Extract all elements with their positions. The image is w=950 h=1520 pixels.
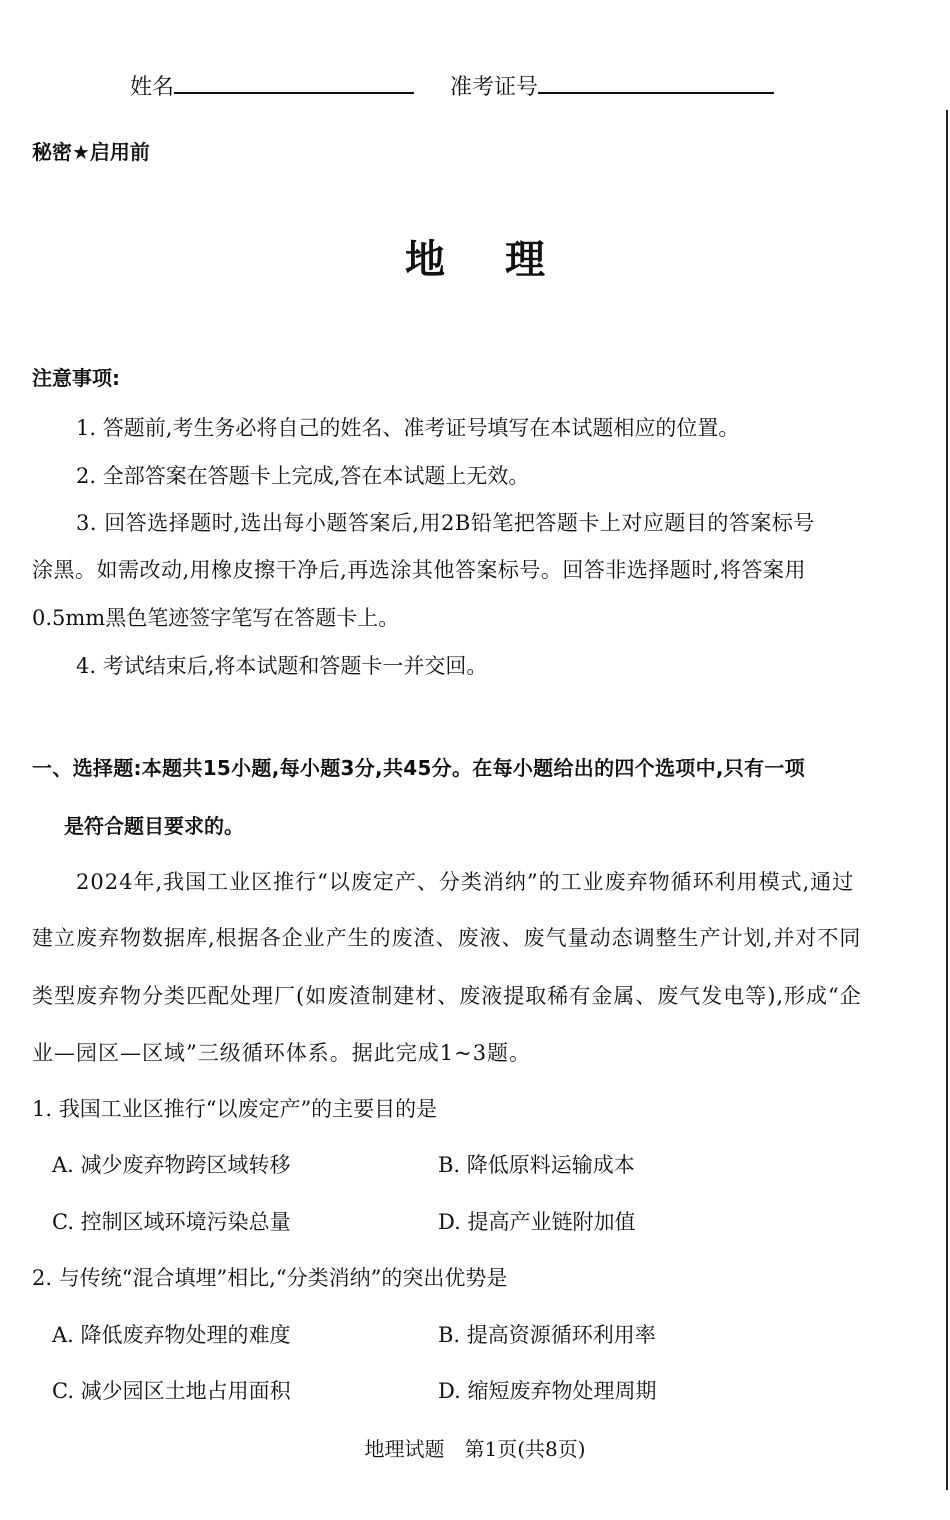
notice-item-3-line-1: 3. 回答选择题时,选出每小题答案后,用2B铅笔把答题卡上对应题目的答案标号 [76,511,815,535]
page-edge-line [946,110,948,1490]
notice-item-4: 4. 考试结束后,将本试题和答题卡一并交回。 [76,654,488,678]
passage-line-1: 2024年,我国工业区推行“以废定产、分类消纳”的工业废弃物循环利用模式,通过 [76,870,855,894]
question-2-option-c[interactable]: C. 减少园区土地占用面积 [52,1379,291,1403]
question-2-option-b[interactable]: B. 提高资源循环利用率 [438,1323,656,1347]
notice-heading: 注意事项: [32,366,120,390]
notice-item-1: 1. 答题前,考生务必将自己的姓名、准考证号填写在本试题相应的位置。 [76,416,740,440]
passage-line-4: 业—园区—区域”三级循环体系。据此完成1~3题。 [32,1041,532,1065]
question-2-stem: 2. 与传统“混合填埋”相比,“分类消纳”的突出优势是 [32,1266,508,1290]
question-2-option-d[interactable]: D. 缩短废弃物处理周期 [438,1379,657,1403]
notice-item-2: 2. 全部答案在答题卡上完成,答在本试题上无效。 [76,464,530,488]
question-1-option-a[interactable]: A. 减少废弃物跨区域转移 [52,1153,291,1177]
question-1-option-d[interactable]: D. 提高产业链附加值 [438,1210,636,1234]
notice-item-3-line-2: 涂黑。如需改动,用橡皮擦干净后,再选涂其他答案标号。回答非选择题时,将答案用 [32,558,807,582]
passage-line-3: 类型废弃物分类匹配处理厂(如废渣制建材、废液提取稀有金属、废气发电等),形成“企 [32,984,862,1008]
question-1-option-c[interactable]: C. 控制区域环境污染总量 [52,1210,291,1234]
name-label: 姓名 [130,75,175,100]
exam-id-field[interactable] [538,92,774,94]
page-title: 地理 [405,237,605,283]
question-2-option-a[interactable]: A. 降低废弃物处理的难度 [52,1323,291,1347]
question-1-stem: 1. 我国工业区推行“以废定产”的主要目的是 [32,1097,438,1121]
question-1-option-b[interactable]: B. 降低原料运输成本 [438,1153,635,1177]
exam-id-label: 准考证号 [450,75,539,100]
secret-label: 秘密★启用前 [32,140,150,164]
section-1-heading-line-2: 是符合题目要求的。 [64,814,244,838]
section-1-heading-line-1: 一、选择题:本题共15小题,每小题3分,共45分。在每小题给出的四个选项中,只有一项 [32,756,805,780]
notice-item-3-line-3: 0.5mm黑色笔迹签字笔写在答题卡上。 [32,606,400,630]
candidate-info-row [130,70,774,101]
page-footer: 地理试题 第1页(共8页) [364,1437,586,1461]
passage-line-2: 建立废弃物数据库,根据各企业产生的废渣、废液、废气量动态调整生产计划,并对不同 [32,926,862,950]
name-field[interactable] [174,92,414,94]
